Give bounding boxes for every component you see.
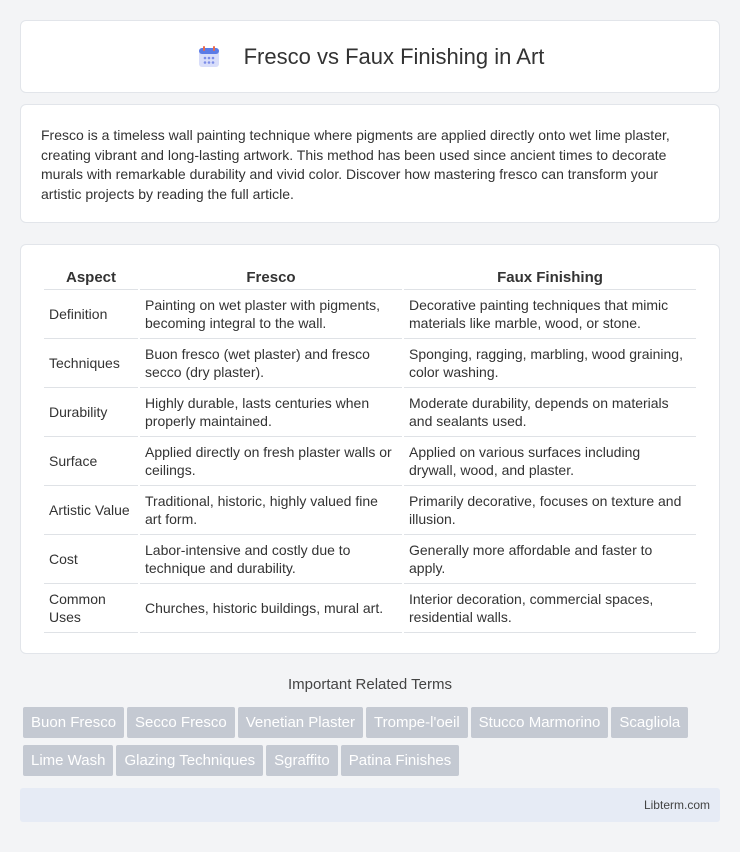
tag-sgraffito[interactable]: Sgraffito (266, 745, 338, 776)
row-faux: Sponging, ragging, marbling, wood graining, color washing. (404, 339, 696, 388)
row-fresco: Highly durable, lasts centuries when properly maintained. (140, 388, 402, 437)
table-row (44, 388, 696, 437)
row-fresco: Churches, historic buildings, mural art. (140, 584, 402, 633)
calendar-icon (196, 44, 222, 70)
tag-patina-finishes[interactable]: Patina Finishes (341, 745, 460, 776)
header-faux-finishing: Faux Finishing (404, 263, 696, 290)
tag-trompe-loeil[interactable]: Trompe-l'oeil (366, 707, 468, 738)
row-aspect: Surface (44, 437, 138, 486)
comparison-table (42, 263, 698, 633)
row-aspect: Cost (44, 535, 138, 584)
row-aspect: Definition (44, 290, 138, 339)
related-terms-tags (23, 707, 723, 783)
table-row (44, 535, 696, 584)
header-fresco: Fresco (140, 263, 402, 290)
row-faux: Interior decoration, commercial spaces, residential walls. (404, 584, 696, 633)
table-row (44, 437, 696, 486)
row-aspect: Durability (44, 388, 138, 437)
tag-venetian-plaster[interactable]: Venetian Plaster (238, 707, 363, 738)
tag-secco-fresco[interactable]: Secco Fresco (127, 707, 235, 738)
intro-card (20, 104, 720, 223)
tag-glazing-techniques[interactable]: Glazing Techniques (116, 745, 263, 776)
intro-text: Fresco is a timeless wall painting technique where pigments are applied directly onto wet lime plaster, creating vibrant and long-lasting artwork. This method has been used since ancient times to decorate murals with remarkable durability and vivid color. Discover how mastering fresco can transform your artistic projects by reading the full article. (41, 127, 670, 202)
tag-buon-fresco[interactable]: Buon Fresco (23, 707, 124, 738)
tag-lime-wash[interactable]: Lime Wash (23, 745, 113, 776)
row-fresco: Labor-intensive and costly due to technique and durability. (140, 535, 402, 584)
row-faux: Primarily decorative, focuses on texture and illusion. (404, 486, 696, 535)
page-title: Fresco vs Faux Finishing in Art (243, 43, 545, 69)
row-faux: Applied on various surfaces including drywall, wood, and plaster. (404, 437, 696, 486)
header-aspect: Aspect (44, 263, 138, 290)
row-aspect: Common Uses (44, 584, 138, 633)
comparison-table-card (20, 244, 720, 654)
table-row (44, 584, 696, 633)
row-fresco: Buon fresco (wet plaster) and fresco secco (dry plaster). (140, 339, 402, 388)
table-header-row (44, 263, 696, 290)
row-fresco: Traditional, historic, highly valued fine art form. (140, 486, 402, 535)
tag-scagliola[interactable]: Scagliola (611, 707, 688, 738)
row-aspect: Artistic Value (44, 486, 138, 535)
table-row (44, 486, 696, 535)
footer (20, 788, 720, 822)
table-row (44, 290, 696, 339)
row-faux: Generally more affordable and faster to apply. (404, 535, 696, 584)
tag-stucco-marmorino[interactable]: Stucco Marmorino (471, 707, 609, 738)
footer-site-link[interactable]: Libterm.com (643, 798, 710, 812)
related-terms-title: Important Related Terms (288, 676, 452, 693)
row-fresco: Painting on wet plaster with pigments, becoming integral to the wall. (140, 290, 402, 339)
row-aspect: Techniques (44, 339, 138, 388)
row-fresco: Applied directly on fresh plaster walls or ceilings. (140, 437, 402, 486)
row-faux: Decorative painting techniques that mimic materials like marble, wood, or stone. (404, 290, 696, 339)
title-card (20, 20, 720, 93)
row-faux: Moderate durability, depends on materials and sealants used. (404, 388, 696, 437)
table-row (44, 339, 696, 388)
